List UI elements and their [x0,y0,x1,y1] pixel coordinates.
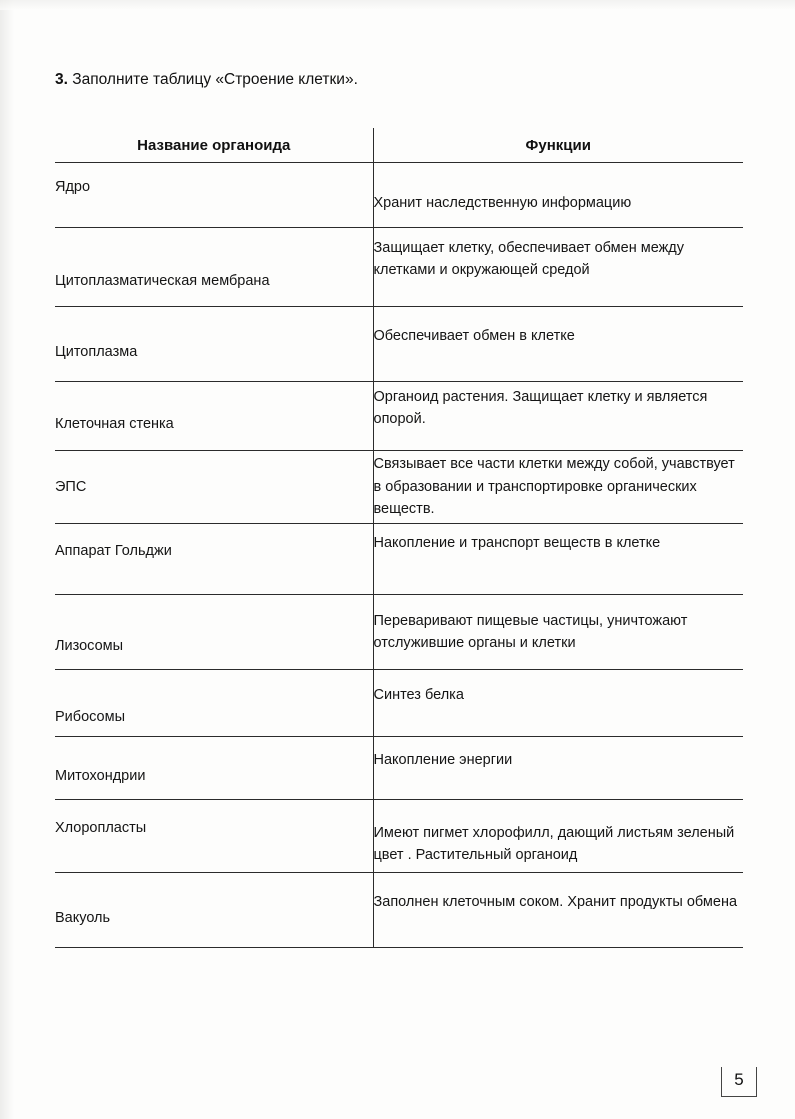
cell-function [373,451,743,524]
table-row [55,307,743,382]
cell-function [373,163,743,228]
page-number-value: 5 [734,1070,744,1089]
column-header-organelle: Название органоида [55,128,373,163]
table-row [55,800,743,873]
organelle-name: Клеточная стенка [55,416,174,432]
table-row [55,163,743,228]
organelle-name: Хлоропласты [55,820,147,836]
function-text: Синтез белка [373,686,464,703]
function-text: Хранит наследственную информацию [373,194,632,211]
cell-function [373,670,743,737]
cell-organelle [55,524,373,595]
organelle-name: Вакуоль [55,910,111,926]
cell-function [373,307,743,382]
table-row [55,595,743,670]
task-number: 3. [55,71,68,88]
organelle-name: ЭПС [55,479,87,495]
organelle-name: Лизосомы [55,638,124,654]
table-header-row [55,128,743,163]
cell-function [373,737,743,800]
cell-structure-table [55,128,743,948]
organelle-name: Митохондрии [55,768,146,784]
cell-organelle [55,800,373,873]
table-row [55,451,743,524]
table-row [55,737,743,800]
cell-organelle [55,595,373,670]
organelle-name: Ядро [55,179,91,195]
function-text: Обеспечивает обмен в клетке [373,327,575,344]
scan-edge-left [0,0,14,1119]
cell-organelle [55,737,373,800]
cell-function [373,524,743,595]
cell-organelle [55,307,373,382]
function-text: Заполнен клеточным соком. Хранит продукты обмена [373,893,738,910]
table-row [55,670,743,737]
cell-function [373,800,743,873]
cell-function [373,382,743,451]
task-text: Заполните таблицу «Строение клетки». [72,71,358,88]
column-header-function: Функции [373,128,743,163]
function-text: Защищает клетку, обеспечивает обмен между клетками и окружающей средой [373,239,685,278]
function-text: Имеют пигмет хлорофилл, дающий листьям зеленый цвет . Растительный органоид [373,824,735,863]
organelle-name: Цитоплазма [55,344,138,360]
function-text: Накопление и транспорт веществ в клетке [373,534,661,551]
organelle-name: Аппарат Гольджи [55,543,172,559]
cell-organelle [55,163,373,228]
table-row [55,524,743,595]
table-row [55,382,743,451]
function-text: Накопление энергии [373,751,513,768]
cell-organelle [55,873,373,948]
cell-function [373,595,743,670]
table-row [55,228,743,307]
organelle-name: Рибосомы [55,709,126,725]
cell-function [373,228,743,307]
cell-organelle [55,670,373,737]
cell-function [373,873,743,948]
cell-organelle [55,451,373,524]
task-heading [55,71,358,89]
organelle-name: Цитоплазматическая мембрана [55,273,270,289]
table-row [55,873,743,948]
function-text: Переваривают пищевые частицы, уничтожают отслужившие органы и клетки [373,612,688,651]
cell-organelle [55,382,373,451]
scan-edge-top [0,0,795,10]
function-text: Связывает все части клетки между собой, учавствует в образовании и транспортировке органических веществ. [373,456,735,518]
function-text: Органоид растения. Защищает клетку и является опорой. [373,388,708,427]
cell-organelle [55,228,373,307]
page-number [721,1067,757,1097]
